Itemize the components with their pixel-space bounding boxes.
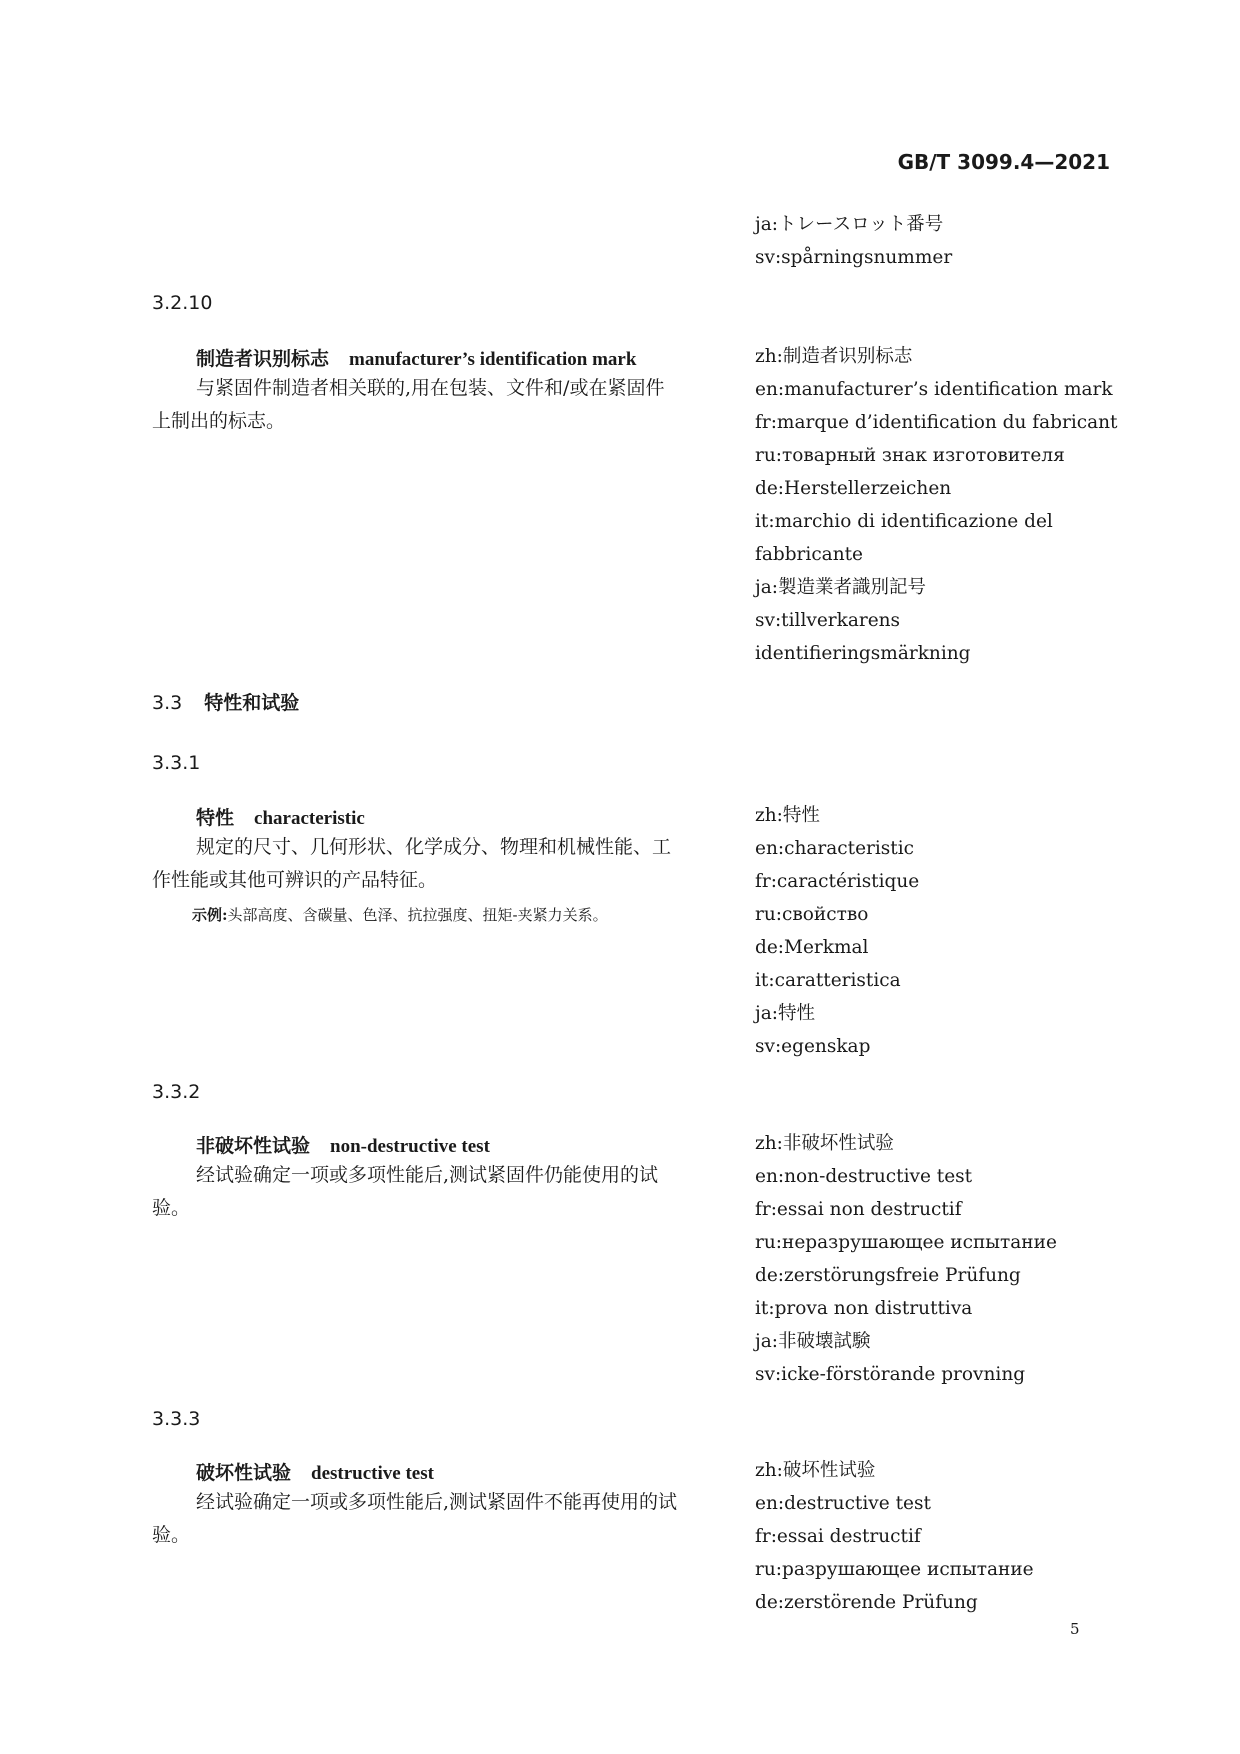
translation-line: sv:icke-förstörande provning: [755, 1364, 1026, 1385]
term-en: characteristic: [254, 808, 365, 829]
term-heading: [196, 803, 716, 830]
translation-line: sv:egenskap: [755, 1036, 871, 1057]
term-en: manufacturer’s identification mark: [349, 349, 637, 370]
top-translations: [755, 208, 1115, 274]
translation-line: en:non-destructive test: [755, 1166, 973, 1187]
translations-3-2-10: [755, 340, 1118, 670]
section-number: 3.3.3: [152, 1408, 201, 1430]
translation-line: de:zerstörungsfreie Prüfung: [755, 1265, 1021, 1286]
translation-line: en:destructive test: [755, 1493, 931, 1514]
term-en: destructive test: [311, 1463, 434, 1484]
translation-line: ru:неразрушающее испытание: [755, 1232, 1057, 1253]
term-heading: [196, 1458, 716, 1485]
section-number: 3.2.10: [152, 292, 213, 314]
term-definition: 经试验确定一项或多项性能后,测试紧固件不能再使用的试验。: [152, 1491, 678, 1546]
translation-line: de:zerstörende Prüfung: [755, 1592, 978, 1613]
term-heading: [196, 1131, 716, 1158]
term-definition: 与紧固件制造者相关联的,用在包装、文件和/或在紧固件上制出的标志。: [152, 377, 665, 432]
section-heading: [152, 688, 299, 715]
page-number: 5: [1070, 1620, 1080, 1638]
term-zh: 非破坏性试验: [196, 1135, 311, 1157]
translations-3-3-1: [755, 799, 1115, 1063]
translation-line: ja:非破壊試験: [755, 1331, 871, 1352]
translation-line: fr:essai non destructif: [755, 1199, 962, 1220]
translation-line: zh:特性: [755, 805, 820, 826]
translation-line: fr:essai destructif: [755, 1526, 921, 1547]
translation-line: ru:товарный знак изготовителя: [755, 445, 1065, 466]
term-zh: 制造者识别标志: [196, 348, 330, 370]
translation-line: ja:特性: [755, 1003, 815, 1024]
translation-line: ja:製造業者識別記号: [755, 577, 926, 598]
term-definition: 规定的尺寸、几何形状、化学成分、物理和机械性能、工作性能或其他可辨识的产品特征。: [152, 836, 672, 891]
translation-line: ru:свойство: [755, 904, 869, 925]
term-zh: 破坏性试验: [196, 1462, 292, 1484]
section-number: 3.3: [152, 692, 183, 714]
translation-line: fr:marque d’identification du fabricant: [755, 412, 1118, 433]
translation-line: de:Merkmal: [755, 937, 869, 958]
translations-3-3-3: [755, 1454, 1115, 1619]
translation-line: ja:トレースロット番号: [755, 214, 944, 235]
term-en: non-destructive test: [330, 1136, 490, 1157]
translations-3-3-2: [755, 1127, 1115, 1391]
example-label: 示例:: [192, 906, 228, 924]
section-title: 特性和试验: [204, 692, 300, 714]
section-number: 3.3.1: [152, 752, 201, 774]
term-zh: 特性: [196, 807, 235, 829]
translation-line: zh:非破坏性试验: [755, 1133, 894, 1154]
example-note: [192, 904, 712, 925]
translation-line: ru:разрушающее испытание: [755, 1559, 1034, 1580]
term-definition: 经试验确定一项或多项性能后,测试紧固件仍能使用的试验。: [152, 1164, 659, 1219]
translation-line: fr:caractéristique: [755, 871, 920, 892]
translation-line: it:prova non distruttiva: [755, 1298, 973, 1319]
section-number: 3.3.2: [152, 1081, 201, 1103]
translation-line: zh:制造者识别标志: [755, 346, 913, 367]
translation-line: zh:破坏性试验: [755, 1460, 876, 1481]
term-heading: [196, 344, 716, 371]
translation-line: en:manufacturer’s identification mark: [755, 379, 1113, 400]
translation-line: sv:tillverkarens identifieringsmärkning: [755, 610, 971, 664]
translation-line: it:caratteristica: [755, 970, 901, 991]
example-text: 头部高度、含碳量、色泽、抗拉强度、扭矩-夹紧力关系。: [227, 906, 608, 924]
translation-line: it:marchio di identificazione del fabbricante: [755, 511, 1053, 565]
translation-line: en:characteristic: [755, 838, 914, 859]
translation-line: sv:spårningsnummer: [755, 247, 953, 268]
standard-code: GB/T 3099.4—2021: [897, 150, 1110, 174]
translation-line: de:Herstellerzeichen: [755, 478, 952, 499]
